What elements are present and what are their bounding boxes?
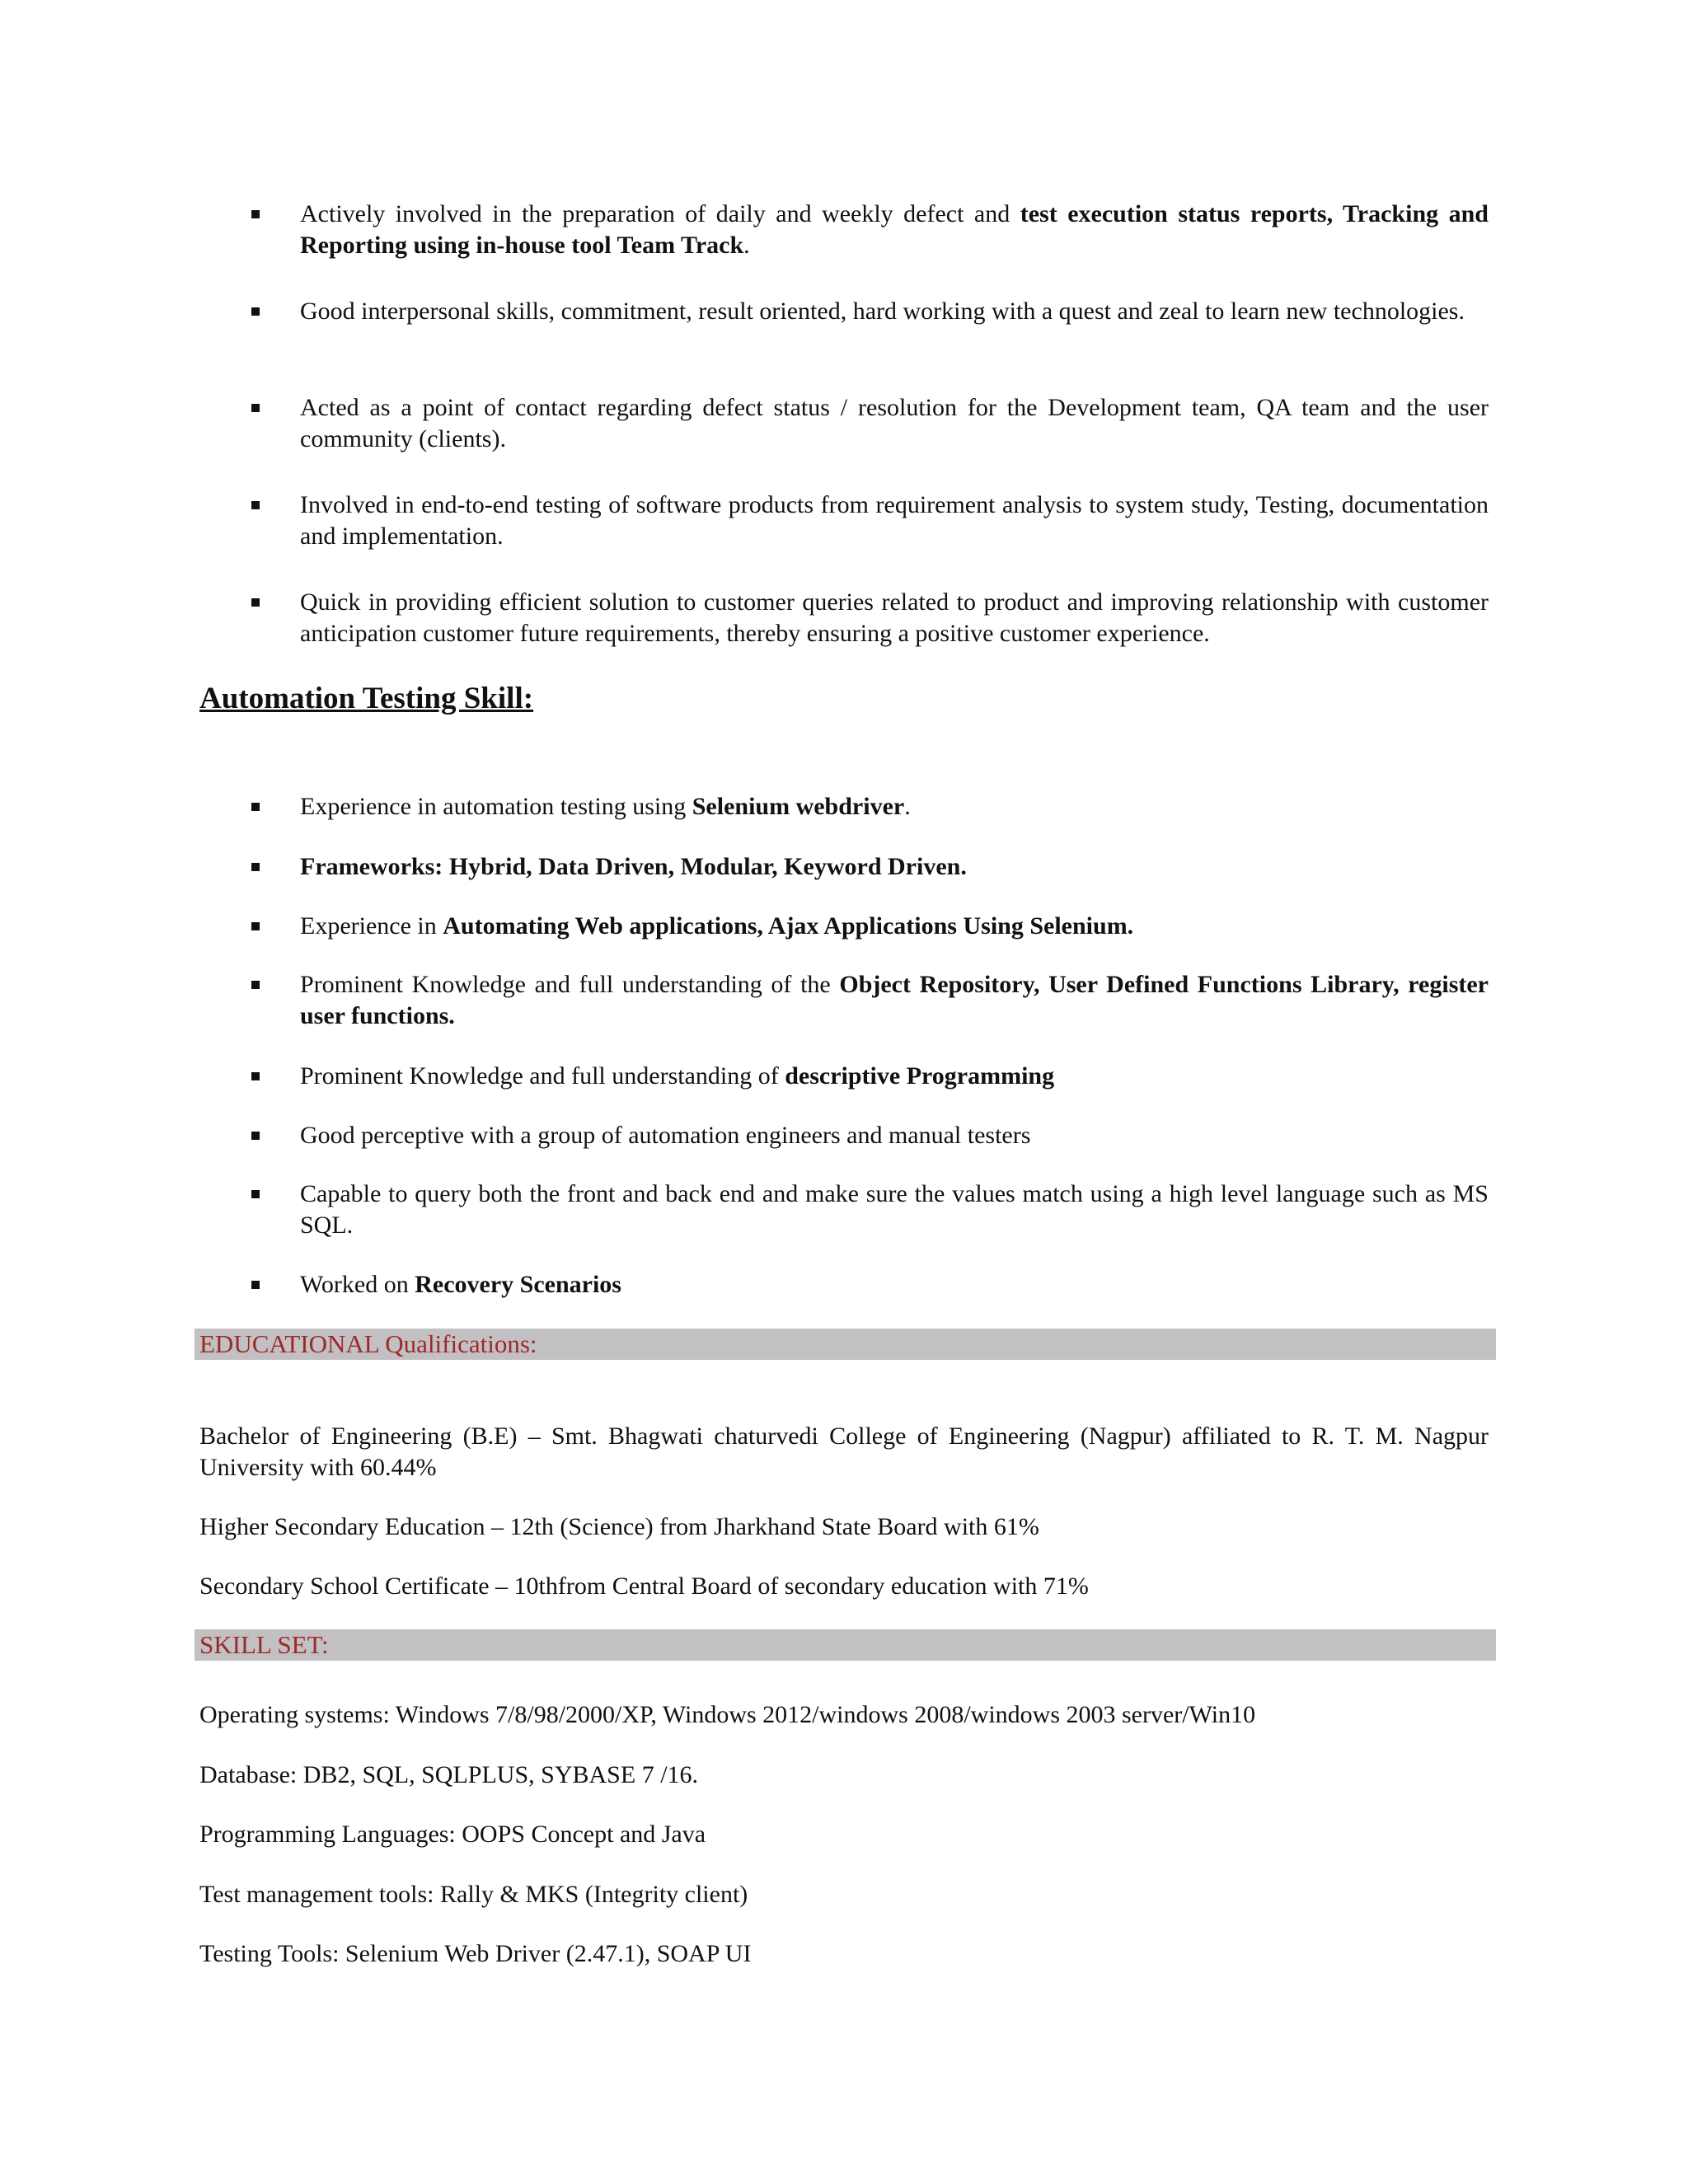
skill-programming-languages: Programming Languages: OOPS Concept and Java — [199, 1821, 706, 1848]
education-item-ssc: Secondary School Certificate – 10thfrom Central Board of secondary education with 71% — [199, 1572, 1089, 1600]
skills-section-heading: SKILL SET: — [199, 1630, 329, 1659]
bullet-text: Involved in end-to-end testing of software products from requirement analysis to system study, Testing, documentation and implementation. — [300, 491, 1489, 550]
bullet-text: Experience in Automating Web applications, Ajax Applications Using Selenium. — [300, 912, 1134, 940]
experience-bullet-3 — [249, 392, 1489, 455]
skill-testing-tools: Testing Tools: Selenium Web Driver (2.47.1), SOAP UI — [199, 1940, 752, 1967]
automation-bullet-8 — [249, 1269, 1489, 1301]
bullet-square-icon — [251, 210, 260, 218]
bullet-square-icon — [251, 863, 260, 871]
bullet-text: Quick in providing efficient solution to customer queries related to product and improving relationship with customer anticipation customer future requirements, thereby ensuring a positive customer experience. — [300, 588, 1489, 647]
experience-bullet-2 — [249, 296, 1489, 327]
automation-bullet-6 — [249, 1120, 1489, 1151]
bullet-square-icon — [251, 922, 260, 930]
bullet-square-icon — [251, 404, 260, 412]
experience-bullet-5 — [249, 587, 1489, 649]
bullet-square-icon — [251, 307, 260, 316]
education-section-heading: EDUCATIONAL Qualifications: — [199, 1329, 537, 1358]
bullet-text: Capable to query both the front and back end and make sure the values match using a high level language such as MS SQL. — [300, 1180, 1489, 1239]
automation-bullet-1 — [249, 791, 1489, 823]
bullet-text: Prominent Knowledge and full understanding of descriptive Programming — [300, 1062, 1055, 1090]
automation-bullet-3 — [249, 911, 1489, 942]
bullet-text: Good perceptive with a group of automation engineers and manual testers — [300, 1122, 1031, 1149]
bullet-text: Frameworks: Hybrid, Data Driven, Modular, Keyword Driven. — [300, 853, 967, 880]
skills-section-band — [195, 1629, 1496, 1661]
bullet-square-icon — [251, 1132, 260, 1140]
bullet-square-icon — [251, 803, 260, 811]
skill-database: Database: DB2, SQL, SQLPLUS, SYBASE 7 /16. — [199, 1761, 699, 1788]
education-section-band — [195, 1329, 1496, 1360]
bullet-square-icon — [251, 598, 260, 607]
automation-bullet-4 — [249, 969, 1489, 1032]
bullet-text: Good interpersonal skills, commitment, result oriented, hard working with a quest and zeal to learn new technologies. — [300, 298, 1465, 325]
bullet-text: Experience in automation testing using Selenium webdriver. — [300, 793, 911, 820]
bullet-square-icon — [251, 1281, 260, 1289]
automation-bullet-5 — [249, 1061, 1489, 1092]
bullet-text: Worked on Recovery Scenarios — [300, 1271, 621, 1298]
skill-test-management-tools: Test management tools: Rally & MKS (Integrity client) — [199, 1881, 748, 1908]
education-item-be: Bachelor of Engineering (B.E) – Smt. Bhagwati chaturvedi College of Engineering (Nagpur) affiliated to R. T. M. Nagpur University with 60.44% — [199, 1422, 1489, 1481]
experience-bullet-4 — [249, 490, 1489, 552]
automation-bullet-2 — [249, 851, 1489, 883]
skill-operating-systems: Operating systems: Windows 7/8/98/2000/XP, Windows 2012/windows 2008/windows 2003 server/Win10 — [199, 1701, 1256, 1728]
bullet-square-icon — [251, 1072, 260, 1080]
bullet-text: Prominent Knowledge and full understanding of the Object Repository, User Defined Functions Library, register user functions. — [300, 971, 1489, 1029]
experience-bullet-1 — [249, 199, 1489, 261]
bullet-square-icon — [251, 1190, 260, 1198]
automation-bullet-7 — [249, 1179, 1489, 1241]
bullet-square-icon — [251, 981, 260, 989]
automation-section-heading: Automation Testing Skill: — [199, 682, 534, 715]
bullet-square-icon — [251, 501, 260, 509]
education-item-hsc: Higher Secondary Education – 12th (Science) from Jharkhand State Board with 61% — [199, 1513, 1039, 1540]
bullet-text: Acted as a point of contact regarding defect status / resolution for the Development team, QA team and the user community (clients). — [300, 394, 1489, 452]
bullet-text: Actively involved in the preparation of daily and weekly defect and test execution status reports, Tracking and Reporting using in-house tool Team Track. — [300, 200, 1489, 259]
